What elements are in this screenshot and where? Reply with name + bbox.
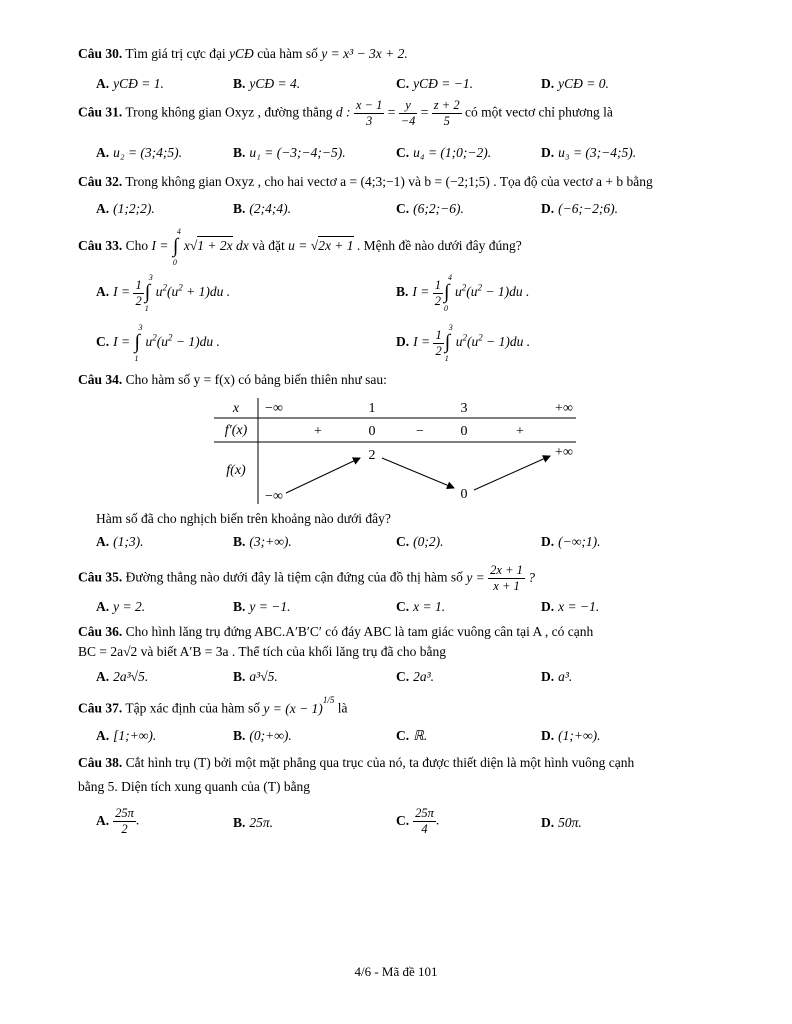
- fraction: $\frac{z + 2}{5}$: [433, 98, 460, 128]
- question-30: [78, 46, 408, 62]
- arrow-increasing: [286, 458, 360, 493]
- x-value: +∞: [555, 401, 573, 416]
- row-header-fprime: f′(x): [224, 423, 248, 438]
- question-34: [78, 372, 387, 388]
- option-b[interactable]: B. (3;+∞).: [233, 534, 292, 549]
- sign: 0: [460, 424, 468, 439]
- math-function: $y = (x - 1)^{1/5}$: [263, 695, 335, 716]
- question-34-sub: Hàm số đã cho nghịch biến trên khoảng nào dưới đây?: [96, 511, 391, 526]
- question-36: [78, 624, 714, 640]
- question-text: Đường thẳng nào dưới đây là tiệm cận đứng của đồ thị hàm số: [125, 569, 463, 585]
- option-b[interactable]: B. y = −1.: [233, 599, 291, 614]
- question-label: Câu 37.: [78, 700, 123, 716]
- option-c[interactable]: C. $\frac{25\pi}{4}$ .: [396, 806, 440, 836]
- option-b[interactable]: B. (0;+∞).: [233, 728, 292, 743]
- question-label: Câu 34.: [78, 372, 123, 387]
- arrow-decreasing: [382, 458, 454, 488]
- question-label: Câu 36.: [78, 624, 123, 639]
- question-37: [78, 695, 348, 717]
- f-value: 2: [368, 448, 376, 463]
- question-label: Câu 35.: [78, 569, 123, 585]
- option-d[interactable]: D. x = −1.: [541, 599, 600, 614]
- option-a[interactable]: A. [1;+∞).: [96, 728, 157, 743]
- option-b[interactable]: B. u₁ = (−3;−4;−5).: [233, 145, 346, 160]
- question-label: Câu 31.: [78, 104, 123, 120]
- question-text: Cho hình lăng trụ đứng ABC.A′B′C′ có đáy ABC là tam giác vuông cân tại A , có cạnh: [125, 624, 594, 639]
- sign: 0: [368, 424, 376, 439]
- page-footer: 4/6 - Mã đề 101: [354, 964, 438, 979]
- option-c[interactable]: C. 2a³.: [396, 669, 435, 684]
- option-b[interactable]: B. I = $\frac{1}{2}$ 4 ∫ 0 $u^2(u^2 - 1)du$ .: [396, 273, 530, 313]
- question-text: Trong không gian Oxyz , đường thẳng: [125, 104, 333, 120]
- option-b[interactable]: B. a³√5.: [233, 669, 278, 684]
- option-a[interactable]: A. 2a³√5.: [96, 669, 149, 684]
- arrow-increasing: [474, 456, 550, 490]
- option-d[interactable]: D. (−∞;1).: [541, 534, 601, 549]
- question-text: Tìm giá trị cực đại: [125, 46, 226, 61]
- integral-expr: I = 4 ∫ 0 x√1 + 2x dx: [151, 227, 249, 267]
- f-value: −∞: [265, 489, 283, 504]
- option-c[interactable]: C. yCĐ = −1.: [396, 76, 473, 91]
- variation-table: [214, 396, 584, 506]
- option-b[interactable]: B. (2;4;4).: [233, 201, 291, 216]
- option-c[interactable]: C. x = 1.: [396, 599, 446, 614]
- question-38: [78, 755, 634, 771]
- option-a[interactable]: A. y = 2.: [96, 599, 146, 614]
- option-c[interactable]: C. (0;2).: [396, 534, 444, 549]
- x-value: 3: [460, 401, 468, 416]
- question-35: [78, 563, 535, 594]
- question-33: [78, 227, 522, 267]
- substitution: u = √2x + 1: [288, 238, 354, 254]
- option-c[interactable]: C. u₄ = (1;0;−2).: [396, 145, 492, 160]
- option-d[interactable]: D. a³.: [541, 669, 573, 684]
- line-name: d :: [335, 104, 351, 120]
- f-value: 0: [460, 487, 468, 502]
- option-b[interactable]: B. yCĐ = 4.: [233, 76, 301, 91]
- x-value: 1: [368, 401, 376, 416]
- question-label: Câu 38.: [78, 755, 123, 770]
- f-value: +∞: [555, 445, 573, 460]
- row-header-f: f(x): [226, 463, 246, 478]
- question-31: Câu 31. Trong không gian Oxyz , đường thẳng d : $\frac{x - 1}{3}$ = $\frac{y}{-4}$ = $\frac{z + 2}{5}$ có một vectơ chỉ phương là: [78, 98, 613, 128]
- option-d[interactable]: D. 50π.: [541, 815, 582, 830]
- option-d[interactable]: D. (1;+∞).: [541, 728, 601, 743]
- question-label: Câu 32.: [78, 174, 123, 189]
- question-tail: có một vectơ chỉ phương là: [464, 104, 613, 120]
- option-a[interactable]: A. (1;3).: [96, 534, 144, 549]
- option-a[interactable]: A. u₂ = (3;4;5).: [96, 145, 183, 160]
- sign: +: [516, 424, 524, 439]
- fraction: $\frac{y}{-4}$: [400, 98, 416, 128]
- x-value: −∞: [265, 401, 283, 416]
- math-function: y = $\frac{2x + 1}{x + 1}$ ?: [466, 563, 536, 593]
- question-text-mid: của hàm số: [257, 46, 318, 61]
- option-a[interactable]: A. I = $\frac{1}{2}$ 3 ∫ 1 $u^2(u^2 + 1)du$ .: [96, 273, 231, 313]
- question-36-line2: BC = 2a√2 và biết A′B = 3a . Thể tích của khối lăng trụ đã cho bằng: [78, 644, 447, 659]
- question-32: [78, 174, 653, 190]
- option-a[interactable]: A. $\frac{25\pi}{2}$ .: [96, 806, 140, 836]
- option-c[interactable]: C. (6;2;−6).: [396, 201, 464, 216]
- question-text-b: và đặt: [252, 238, 285, 254]
- option-d[interactable]: D. I = $\frac{1}{2}$ 3 ∫ 1 $u^2(u^2 - 1)du$ .: [396, 323, 531, 363]
- option-d[interactable]: D. yCĐ = 0.: [541, 76, 609, 91]
- question-38-line2: bằng 5. Diện tích xung quanh của (T) bằng: [78, 779, 311, 794]
- option-a[interactable]: A. (1;2;2).: [96, 201, 155, 216]
- math-var: yCĐ: [229, 46, 254, 61]
- option-c[interactable]: C. I = 3 ∫ 1 $u^2(u^2 - 1)du$ .: [96, 323, 220, 363]
- question-text: Tập xác định của hàm số: [125, 700, 260, 716]
- question-tail: là: [337, 700, 348, 716]
- question-text: Cắt hình trụ (T) bởi một mặt phẳng qua trục của nó, ta được thiết diện là một hình vuông cạnh: [125, 755, 635, 770]
- option-d[interactable]: D. (−6;−2;6).: [541, 201, 618, 216]
- question-label: Câu 33.: [78, 238, 123, 254]
- question-text: Cho hàm số y = f(x) có bảng biến thiên như sau:: [125, 372, 387, 387]
- math-function: y = x³ − 3x + 2.: [321, 46, 408, 61]
- question-label: Câu 30.: [78, 46, 123, 61]
- sign: −: [416, 424, 424, 439]
- row-header-x: x: [232, 401, 240, 416]
- question-text: Trong không gian Oxyz , cho hai vectơ a = (4;3;−1) và b = (−2;1;5) . Tọa độ của vectơ a + b bằng: [125, 174, 653, 189]
- option-b[interactable]: B. 25π.: [233, 815, 274, 830]
- question-text: Cho: [125, 238, 149, 254]
- sign: +: [314, 424, 322, 439]
- option-c[interactable]: C. ℝ.: [396, 728, 428, 743]
- option-a[interactable]: A. yCĐ = 1.: [96, 76, 164, 91]
- fraction: $\frac{x - 1}{3}$: [355, 98, 383, 128]
- option-d[interactable]: D. u₃ = (3;−4;5).: [541, 145, 637, 160]
- question-text-c: . Mệnh đề nào dưới đây đúng?: [356, 238, 522, 254]
